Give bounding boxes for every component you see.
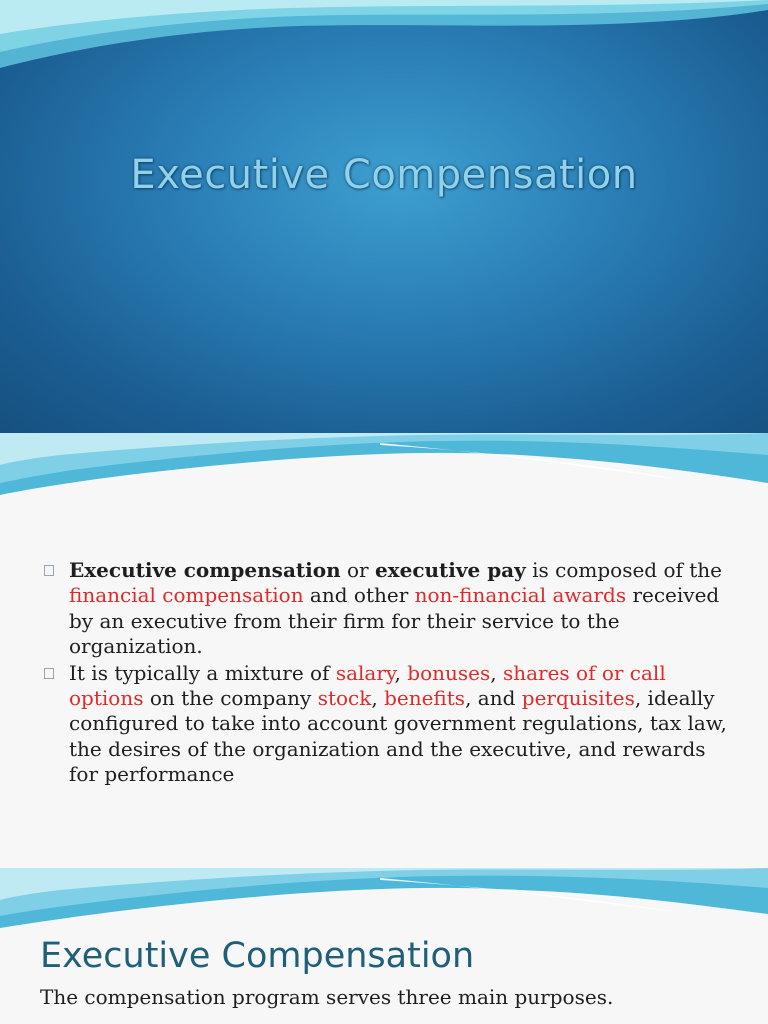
bullet-text xyxy=(69,558,722,658)
text-segment: , ideally configured to take into account government regulations, tax law, the desires of the organization and the executive, and rewards for performance xyxy=(69,686,727,787)
bold-term: Executive compensation xyxy=(69,558,341,582)
bullet-item xyxy=(44,558,734,660)
bullet-list xyxy=(44,558,734,789)
highlighted-term: perquisites xyxy=(521,686,635,711)
text-segment: , xyxy=(371,686,385,711)
wave-decoration xyxy=(0,868,768,938)
bullet-item xyxy=(44,661,734,788)
wave-decoration xyxy=(0,433,768,505)
highlighted-term: salary xyxy=(335,660,395,685)
highlighted-term: non-financial awards xyxy=(414,583,627,608)
highlighted-term: shares of or call options xyxy=(69,660,666,711)
highlighted-term: benefits xyxy=(384,686,466,711)
text-segment: received by an executive from their firm for their service to the organization. xyxy=(69,583,720,659)
text-segment: , xyxy=(394,660,408,685)
highlighted-term: stock xyxy=(317,686,372,711)
text-segment: or xyxy=(340,558,375,582)
wave-decoration xyxy=(0,0,768,70)
text-segment: is composed of the xyxy=(525,558,723,582)
text-segment: and other xyxy=(303,583,415,608)
bullet-text xyxy=(69,661,727,787)
bullet-box-icon xyxy=(44,565,54,576)
slide-heading: Executive Compensation xyxy=(40,936,475,976)
text-segment: , xyxy=(490,660,503,685)
highlighted-term: bonuses xyxy=(407,660,491,685)
text-segment: on the company xyxy=(143,686,318,711)
slide-intro-text: The compensation program serves three main purposes. xyxy=(40,985,614,1009)
slide-title: Executive Compensation xyxy=(130,152,638,198)
text-segment: It is typically a mixture of xyxy=(69,660,336,685)
bold-term: executive pay xyxy=(374,558,526,582)
highlighted-term: financial compensation xyxy=(69,583,304,608)
title-slide xyxy=(0,0,768,433)
text-segment: , and xyxy=(465,686,522,711)
bullet-box-icon xyxy=(44,668,54,679)
